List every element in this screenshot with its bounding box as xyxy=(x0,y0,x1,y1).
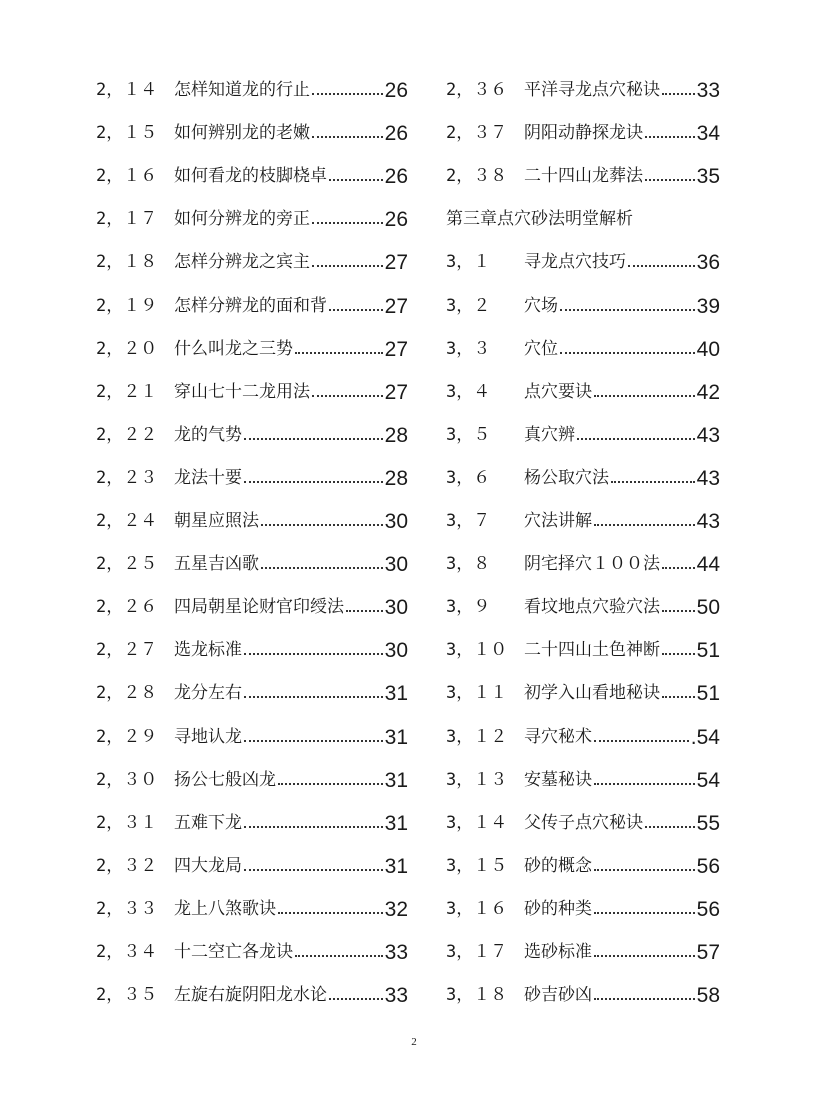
toc-entry-number: 2，３２ xyxy=(96,855,158,876)
toc-entry xyxy=(96,575,408,618)
dot-leader xyxy=(662,696,695,698)
toc-entry-page: 40 xyxy=(696,337,720,361)
chapter-heading-row xyxy=(446,187,720,230)
toc-entry xyxy=(96,317,408,360)
toc-entry-number: 2，１６ xyxy=(96,166,158,187)
toc-entry-page: 26 xyxy=(384,122,408,146)
toc-entry xyxy=(96,834,408,877)
toc-entry xyxy=(446,144,720,187)
toc-entry-page: 31 xyxy=(384,682,408,706)
toc-entry-title: 怎样分辨龙之宾主 xyxy=(174,252,310,273)
toc-entry-page: 50 xyxy=(696,596,720,620)
toc-entry-title: 四大龙局 xyxy=(174,855,242,876)
toc-entry xyxy=(96,446,408,489)
toc-entry xyxy=(446,273,720,316)
toc-entry-title: 朝星应照法 xyxy=(174,511,259,532)
dot-leader xyxy=(244,481,383,483)
toc-entry-number: 3，５ xyxy=(446,424,491,445)
toc-entry-title: 如何分辨龙的旁正 xyxy=(174,209,310,230)
toc-entry xyxy=(446,360,720,403)
dot-leader xyxy=(560,352,695,354)
toc-entry xyxy=(446,532,720,575)
toc-entry-title: 五星吉凶歌 xyxy=(174,554,259,575)
toc-entry-title: 二十四山龙葬法 xyxy=(524,166,643,187)
toc-entry-number: 2，２５ xyxy=(96,554,158,575)
dot-leader xyxy=(244,740,383,742)
toc-entry-page: 44 xyxy=(696,553,720,577)
toc-entry-number: 3，８ xyxy=(446,554,491,575)
toc-entry-page: 30 xyxy=(384,639,408,663)
toc-entry-title: 寻龙点穴技巧 xyxy=(524,252,626,273)
toc-entry-title: 初学入山看地秘诀 xyxy=(524,683,660,704)
toc-entry-page: 43 xyxy=(696,510,720,534)
toc-entry-page: 28 xyxy=(384,423,408,447)
dot-leader xyxy=(244,826,383,828)
toc-entry-number: 2，２２ xyxy=(96,424,158,445)
toc-entry-page: 55 xyxy=(696,811,720,835)
toc-entry-number: 2，３７ xyxy=(446,123,508,144)
toc-entry-number: 2，１９ xyxy=(96,295,158,316)
dot-leader xyxy=(244,653,383,655)
toc-entry-title: 龙分左右 xyxy=(174,683,242,704)
toc-entry-page: 27 xyxy=(384,294,408,318)
toc-entry-number: 3，１１ xyxy=(446,683,508,704)
toc-entry xyxy=(96,360,408,403)
toc-entry xyxy=(96,748,408,791)
toc-entry-number: 2，１５ xyxy=(96,123,158,144)
dot-leader xyxy=(594,524,695,526)
toc-entry xyxy=(446,575,720,618)
toc-entry xyxy=(96,791,408,834)
toc-entry xyxy=(96,704,408,747)
dot-leader xyxy=(295,955,383,957)
toc-entry-page: 34 xyxy=(696,122,720,146)
toc-entry-page: 36 xyxy=(696,251,720,275)
toc-entry xyxy=(446,618,720,661)
toc-entry-title: 龙法十要 xyxy=(174,467,242,488)
toc-entry-number: 3，６ xyxy=(446,467,491,488)
toc-entry-number: 2，２８ xyxy=(96,683,158,704)
toc-entry xyxy=(96,101,408,144)
dot-leader xyxy=(662,567,695,569)
dot-leader xyxy=(346,610,383,612)
toc-entry xyxy=(446,877,720,920)
dot-leader xyxy=(594,998,695,1000)
toc-entry-number: 2，２１ xyxy=(96,381,158,402)
toc-entry xyxy=(96,230,408,273)
toc-entry xyxy=(96,58,408,101)
toc-entry xyxy=(446,834,720,877)
toc-entry-page: 27 xyxy=(384,337,408,361)
toc-entry xyxy=(446,101,720,144)
toc-right-column xyxy=(446,58,720,1006)
toc-entry-number: 2，３１ xyxy=(96,812,158,833)
toc-entry-number: 2，１７ xyxy=(96,209,158,230)
dot-leader xyxy=(278,912,383,914)
toc-entry-number: 2，２６ xyxy=(96,597,158,618)
toc-entry-number: 3，１８ xyxy=(446,985,508,1006)
dot-leader xyxy=(662,93,695,95)
toc-entry-title: 砂吉砂凶 xyxy=(524,985,592,1006)
toc-entry-number: 3，１４ xyxy=(446,812,508,833)
toc-entry-number: 2，２４ xyxy=(96,511,158,532)
dot-leader xyxy=(645,179,695,181)
toc-entry-number: 2，２３ xyxy=(96,467,158,488)
toc-entry-title: 穴法讲解 xyxy=(524,511,592,532)
toc-entry-title: 阴宅择穴１００法 xyxy=(524,554,660,575)
toc-entry xyxy=(446,748,720,791)
toc-entry-title: 寻地认龙 xyxy=(174,726,242,747)
dot-leader xyxy=(594,955,695,957)
toc-entry-number: 3，９ xyxy=(446,597,491,618)
toc-entry-page: .54 xyxy=(690,725,720,749)
toc-entry-title: 左旋右旋阴阳龙水论 xyxy=(174,985,327,1006)
toc-entry xyxy=(446,791,720,834)
toc-entry-page: 42 xyxy=(696,380,720,404)
toc-entry xyxy=(96,920,408,963)
toc-entry xyxy=(96,489,408,532)
toc-entry-number: 2，３０ xyxy=(96,769,158,790)
toc-entry xyxy=(96,403,408,446)
toc-entry-number: 3，１ xyxy=(446,252,491,273)
dot-leader xyxy=(594,740,689,742)
toc-entry-title: 看坟地点穴验穴法 xyxy=(524,597,660,618)
toc-entry-title: 如何辨别龙的老嫩 xyxy=(174,123,310,144)
toc-entry-title: 穴位 xyxy=(524,338,558,359)
dot-leader xyxy=(278,783,383,785)
toc-entry xyxy=(96,187,408,230)
dot-leader xyxy=(295,352,383,354)
toc-entry xyxy=(446,963,720,1006)
toc-entry xyxy=(446,403,720,446)
toc-entry-title: 砂的种类 xyxy=(524,898,592,919)
toc-entry xyxy=(446,704,720,747)
toc-entry-page: 58 xyxy=(696,984,720,1008)
toc-entry-title: 什么叫龙之三势 xyxy=(174,338,293,359)
toc-entry-number: 3，３ xyxy=(446,338,491,359)
toc-entry xyxy=(446,489,720,532)
dot-leader xyxy=(560,309,695,311)
dot-leader xyxy=(312,395,383,397)
toc-entry-page: 33 xyxy=(384,940,408,964)
dot-leader xyxy=(645,826,695,828)
toc-entry-page: 26 xyxy=(384,208,408,232)
toc-entry-page: 27 xyxy=(384,251,408,275)
toc-entry-page: 33 xyxy=(384,984,408,1008)
toc-entry-page: 56 xyxy=(696,897,720,921)
toc-entry-title: 龙上八煞歌诀 xyxy=(174,898,276,919)
toc-entry xyxy=(446,58,720,101)
toc-entry-page: 43 xyxy=(696,466,720,490)
toc-entry-title: 龙的气势 xyxy=(174,424,242,445)
toc-entry-page: 57 xyxy=(696,940,720,964)
dot-leader xyxy=(261,524,383,526)
dot-leader xyxy=(329,309,383,311)
toc-entry xyxy=(96,532,408,575)
dot-leader xyxy=(611,481,695,483)
toc-entry xyxy=(446,446,720,489)
toc-entry-number: 2，２０ xyxy=(96,338,158,359)
toc-entry-number: 2，２９ xyxy=(96,726,158,747)
toc-entry-title: 十二空亡各龙诀 xyxy=(174,941,293,962)
toc-entry-page: 32 xyxy=(384,897,408,921)
toc-entry-title: 父传子点穴秘诀 xyxy=(524,812,643,833)
dot-leader xyxy=(594,395,695,397)
dot-leader xyxy=(244,869,383,871)
toc-entry-number: 3，４ xyxy=(446,381,491,402)
toc-entry-page: 26 xyxy=(384,79,408,103)
toc-entry-number: 3，１０ xyxy=(446,640,508,661)
toc-entry xyxy=(446,920,720,963)
toc-entry-page: 35 xyxy=(696,165,720,189)
toc-entry-title: 杨公取穴法 xyxy=(524,467,609,488)
toc-entry-page: 51 xyxy=(696,639,720,663)
dot-leader xyxy=(312,93,383,95)
toc-entry-title: 阴阳动静探龙诀 xyxy=(524,123,643,144)
toc-entry-title: 穿山七十二龙用法 xyxy=(174,381,310,402)
toc-entry-number: 2，３８ xyxy=(446,166,508,187)
toc-entry-page: 31 xyxy=(384,725,408,749)
dot-leader xyxy=(594,783,695,785)
dot-leader xyxy=(645,136,695,138)
chapter-heading: 第三章点穴砂法明堂解析 xyxy=(446,209,633,230)
toc-entry-page: 31 xyxy=(384,768,408,792)
toc-entry-title: 砂的概念 xyxy=(524,855,592,876)
toc-entry-title: 穴场 xyxy=(524,295,558,316)
toc-entry-title: 寻穴秘术 xyxy=(524,726,592,747)
toc-entry-number: 3，１５ xyxy=(446,855,508,876)
toc-entry-number: 3，７ xyxy=(446,511,491,532)
toc-entry-page: 33 xyxy=(696,79,720,103)
toc-entry-page: 54 xyxy=(696,768,720,792)
dot-leader xyxy=(594,869,695,871)
toc-entry-page: 30 xyxy=(384,596,408,620)
toc-entry xyxy=(96,273,408,316)
dot-leader xyxy=(577,438,695,440)
toc-entry-title: 安墓秘诀 xyxy=(524,769,592,790)
toc-entry-page: 28 xyxy=(384,466,408,490)
toc-entry-number: 2，３６ xyxy=(446,80,508,101)
toc-entry-page: 30 xyxy=(384,510,408,534)
toc-entry xyxy=(446,230,720,273)
dot-leader xyxy=(312,265,383,267)
toc-entry-title: 二十四山土色神断 xyxy=(524,640,660,661)
toc-entry-title: 点穴要诀 xyxy=(524,381,592,402)
toc-entry xyxy=(446,661,720,704)
toc-entry-number: 3，１６ xyxy=(446,898,508,919)
dot-leader xyxy=(628,265,695,267)
dot-leader xyxy=(244,696,383,698)
toc-left-column xyxy=(96,58,408,1006)
toc-entry-title: 如何看龙的枝脚桡卓 xyxy=(174,166,327,187)
toc-entry-number: 2，３５ xyxy=(96,985,158,1006)
toc-entry-number: 2，３４ xyxy=(96,941,158,962)
toc-entry-page: 26 xyxy=(384,165,408,189)
toc-entry xyxy=(96,963,408,1006)
toc-entry-title: 怎样分辨龙的面和背 xyxy=(174,295,327,316)
toc-entry-page: 31 xyxy=(384,854,408,878)
toc-entry-number: 2，１４ xyxy=(96,80,158,101)
toc-entry-title: 选砂标准 xyxy=(524,941,592,962)
toc-entry-page: 30 xyxy=(384,553,408,577)
dot-leader xyxy=(244,438,383,440)
toc-entry-number: 3，１７ xyxy=(446,941,508,962)
toc-entry-title: 扬公七般凶龙 xyxy=(174,769,276,790)
toc-entry-number: 2，３３ xyxy=(96,898,158,919)
toc-entry xyxy=(96,661,408,704)
toc-entry-page: 39 xyxy=(696,294,720,318)
toc-entry-title: 怎样知道龙的行止 xyxy=(174,80,310,101)
toc-entry xyxy=(96,618,408,661)
toc-entry-page: 27 xyxy=(384,380,408,404)
toc-entry xyxy=(96,877,408,920)
dot-leader xyxy=(329,998,383,1000)
dot-leader xyxy=(594,912,695,914)
page-number: 2 xyxy=(411,1036,417,1048)
dot-leader xyxy=(312,222,383,224)
toc-entry-page: 51 xyxy=(696,682,720,706)
dot-leader xyxy=(662,610,695,612)
toc-entry-number: 2，２７ xyxy=(96,640,158,661)
dot-leader xyxy=(329,179,383,181)
toc-entry xyxy=(96,144,408,187)
dot-leader xyxy=(261,567,383,569)
toc-entry xyxy=(446,317,720,360)
toc-entry-number: 3，１２ xyxy=(446,726,508,747)
toc-entry-title: 真穴辨 xyxy=(524,424,575,445)
toc-entry-title: 四局朝星论财官印绶法 xyxy=(174,597,344,618)
toc-entry-page: 56 xyxy=(696,854,720,878)
dot-leader xyxy=(662,653,695,655)
dot-leader xyxy=(312,136,383,138)
toc-entry-page: 43 xyxy=(696,423,720,447)
toc-entry-number: 3，１３ xyxy=(446,769,508,790)
toc-entry-title: 选龙标准 xyxy=(174,640,242,661)
toc-entry-title: 五难下龙 xyxy=(174,812,242,833)
toc-entry-title: 平洋寻龙点穴秘诀 xyxy=(524,80,660,101)
toc-entry-number: 3，２ xyxy=(446,295,491,316)
toc-entry-number: 2，１８ xyxy=(96,252,158,273)
toc-entry-page: 31 xyxy=(384,811,408,835)
